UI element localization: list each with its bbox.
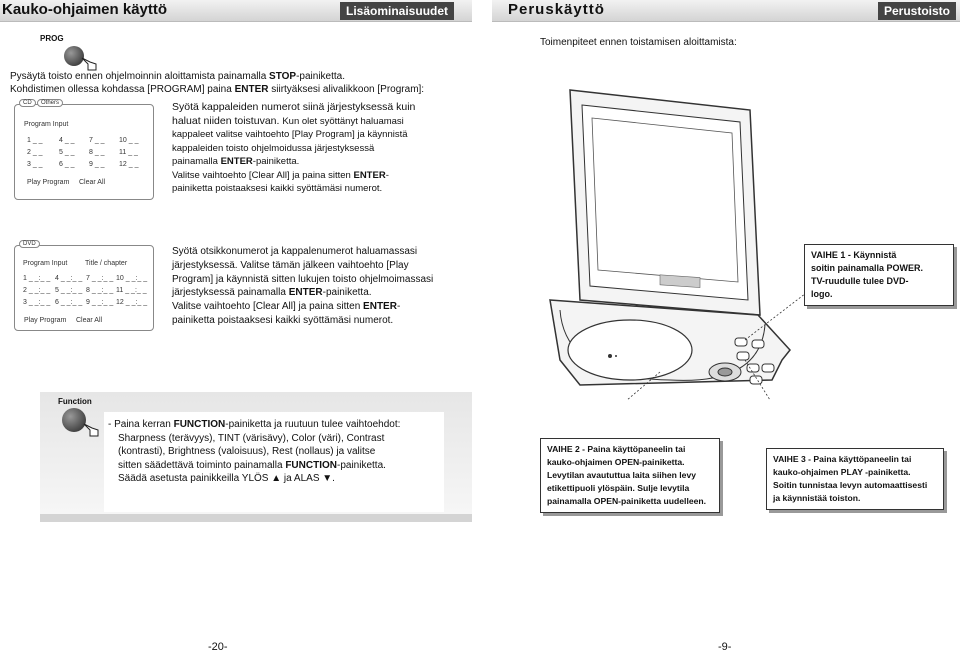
right-page-title: Peruskäyttö bbox=[508, 1, 605, 18]
step-1-callout: VAIHE 1 - Käynnistä soitin painamalla POWER. TV-ruudulle tulee DVD- logo. bbox=[804, 244, 954, 306]
left-page-title: Kauko-ohjaimen käyttö bbox=[2, 1, 168, 18]
osd-slot: 8 _ _ bbox=[89, 149, 105, 156]
osd-slot: 1 _ _:_ _ bbox=[23, 275, 51, 282]
left-page-number: -20- bbox=[208, 641, 228, 653]
osd-slot: 5 _ _:_ _ bbox=[55, 287, 83, 294]
osd-title: Program Input bbox=[23, 260, 68, 267]
function-instructions: - Paina kerran FUNCTION-painiketta ja ruutuun tulee vaihtoehdot: Sharpness (terävyys), TINT (värisävy), Color (väri), Contrast (kontrasti), Brightness (valoisuus), Rest (nollaus) ja valitse sitten säädettävä toiminto painamalla FUNCTION-painiketta. Säädä asetusta painikkeilla YLÖS ▲ ja ALAS ▼. bbox=[108, 419, 401, 484]
osd-slot: 10 _ _ bbox=[119, 137, 139, 144]
dvd-player-illustration bbox=[520, 60, 820, 400]
osd-slot: 2 _ _:_ _ bbox=[23, 287, 51, 294]
osd-slot: 6 _ _:_ _ bbox=[55, 299, 83, 306]
header-left-bar bbox=[0, 0, 472, 22]
osd-slot: 11 _ _:_ _ bbox=[116, 287, 147, 294]
osd-slot: 6 _ _ bbox=[59, 161, 75, 168]
osd-slot: 12 _ _:_ _ bbox=[116, 299, 148, 306]
dvd-program-osd bbox=[14, 241, 154, 331]
prog-button-label: PROG bbox=[40, 34, 64, 43]
intro-line-2: Kohdistimen ollessa kohdassa [PROGRAM] paina ENTER siirtyäksesi alivalikkoon [Program]: bbox=[10, 84, 425, 95]
osd-play-program: Play Program bbox=[24, 317, 67, 324]
osd-slot: 11 _ _ bbox=[119, 149, 138, 156]
osd-slot: 4 _ _ bbox=[59, 137, 75, 144]
dvd-instructions: Syötä otsikkonumerot ja kappalenumerot haluamassasi järjestyksessä. Valitse tämän jälkeen vaihtoehto [Play Program] ja käynnistä sitten lukujen toisto ohjelmoimassasi järjestyksessä painamalla ENTER-painiketta. Valitse vaihtoehto [Clear All] ja paina sitten ENTER- painiketta poistaaksesi kaikki syöttämäsi numerot. bbox=[172, 246, 434, 326]
osd-slot: 1 _ _ bbox=[27, 137, 43, 144]
osd-slot: 5 _ _ bbox=[59, 149, 75, 156]
right-subtitle: Toimenpiteet ennen toistamisen aloittamista: bbox=[540, 37, 737, 48]
osd-slot: 4 _ _:_ _ bbox=[55, 275, 83, 282]
osd-slot: 10 _ _:_ _ bbox=[116, 275, 148, 282]
osd-play-program: Play Program bbox=[27, 179, 70, 186]
osd-slot: 7 _ _ bbox=[89, 137, 105, 144]
osd-slot: 3 _ _:_ _ bbox=[23, 299, 51, 306]
header-right-bar bbox=[492, 0, 960, 22]
osd-slot: 2 _ _ bbox=[27, 149, 43, 156]
osd-slot: 12 _ _ bbox=[119, 161, 139, 168]
right-page-number: -9- bbox=[718, 641, 732, 653]
step-2-callout: VAIHE 2 - Paina käyttöpaneelin tai kauko-ohjaimen OPEN-painiketta. Levytilan avaututtua laita siihen levy etikettipuoli ylöspäin. Sulje levytila painamalla OPEN-painiketta uudelleen. bbox=[540, 438, 720, 513]
intro-line-1: Pysäytä toisto ennen ohjelmoinnin aloittamista painamalla STOP-painiketta. bbox=[10, 71, 346, 82]
step-3-callout: VAIHE 3 - Paina käyttöpaneelin tai kauko-ohjaimen PLAY -painiketta. Soitin tunnistaa levyn automaattisesti ja käynnistää toiston. bbox=[766, 448, 944, 510]
hand-pointer-icon bbox=[82, 422, 100, 438]
cd-instructions: Syötä kappaleiden numerot siinä järjestyksessä kuin haluat niiden toistuvan. Kun olet syöttänyt haluamasi kappaleet valitse vaihtoehto [Play Program] ja käynnistä kappaleiden toisto ohjelmoidussa järjestyksessä painamalla ENTER-painiketta. Valitse vaihtoehto [Clear All] ja paina sitten ENTER- painiketta poistaaksesi kaikki syöttämäsi numerot. bbox=[172, 101, 416, 194]
left-section-tag: Lisäominaisuudet bbox=[340, 2, 454, 20]
osd-tab-cd: CD bbox=[19, 99, 36, 107]
osd-slot: 7 _ _:_ _ bbox=[86, 275, 114, 282]
cd-program-osd bbox=[14, 100, 154, 200]
osd-clear-all: Clear All bbox=[79, 179, 106, 186]
function-button-label: Function bbox=[58, 397, 92, 406]
osd-slot: 3 _ _ bbox=[27, 161, 43, 168]
osd-slot: 9 _ _:_ _ bbox=[86, 299, 114, 306]
osd-tab-dvd: DVD bbox=[19, 240, 40, 248]
osd-tab-others: Others bbox=[37, 99, 63, 107]
header bbox=[0, 0, 960, 22]
osd-slot: 8 _ _:_ _ bbox=[86, 287, 114, 294]
right-section-tag: Perustoisto bbox=[878, 2, 956, 20]
osd-title: Program Input bbox=[24, 121, 69, 128]
osd-slot: 9 _ _ bbox=[89, 161, 105, 168]
osd-clear-all: Clear All bbox=[76, 317, 103, 324]
osd-subtitle: Title / chapter bbox=[85, 260, 128, 267]
